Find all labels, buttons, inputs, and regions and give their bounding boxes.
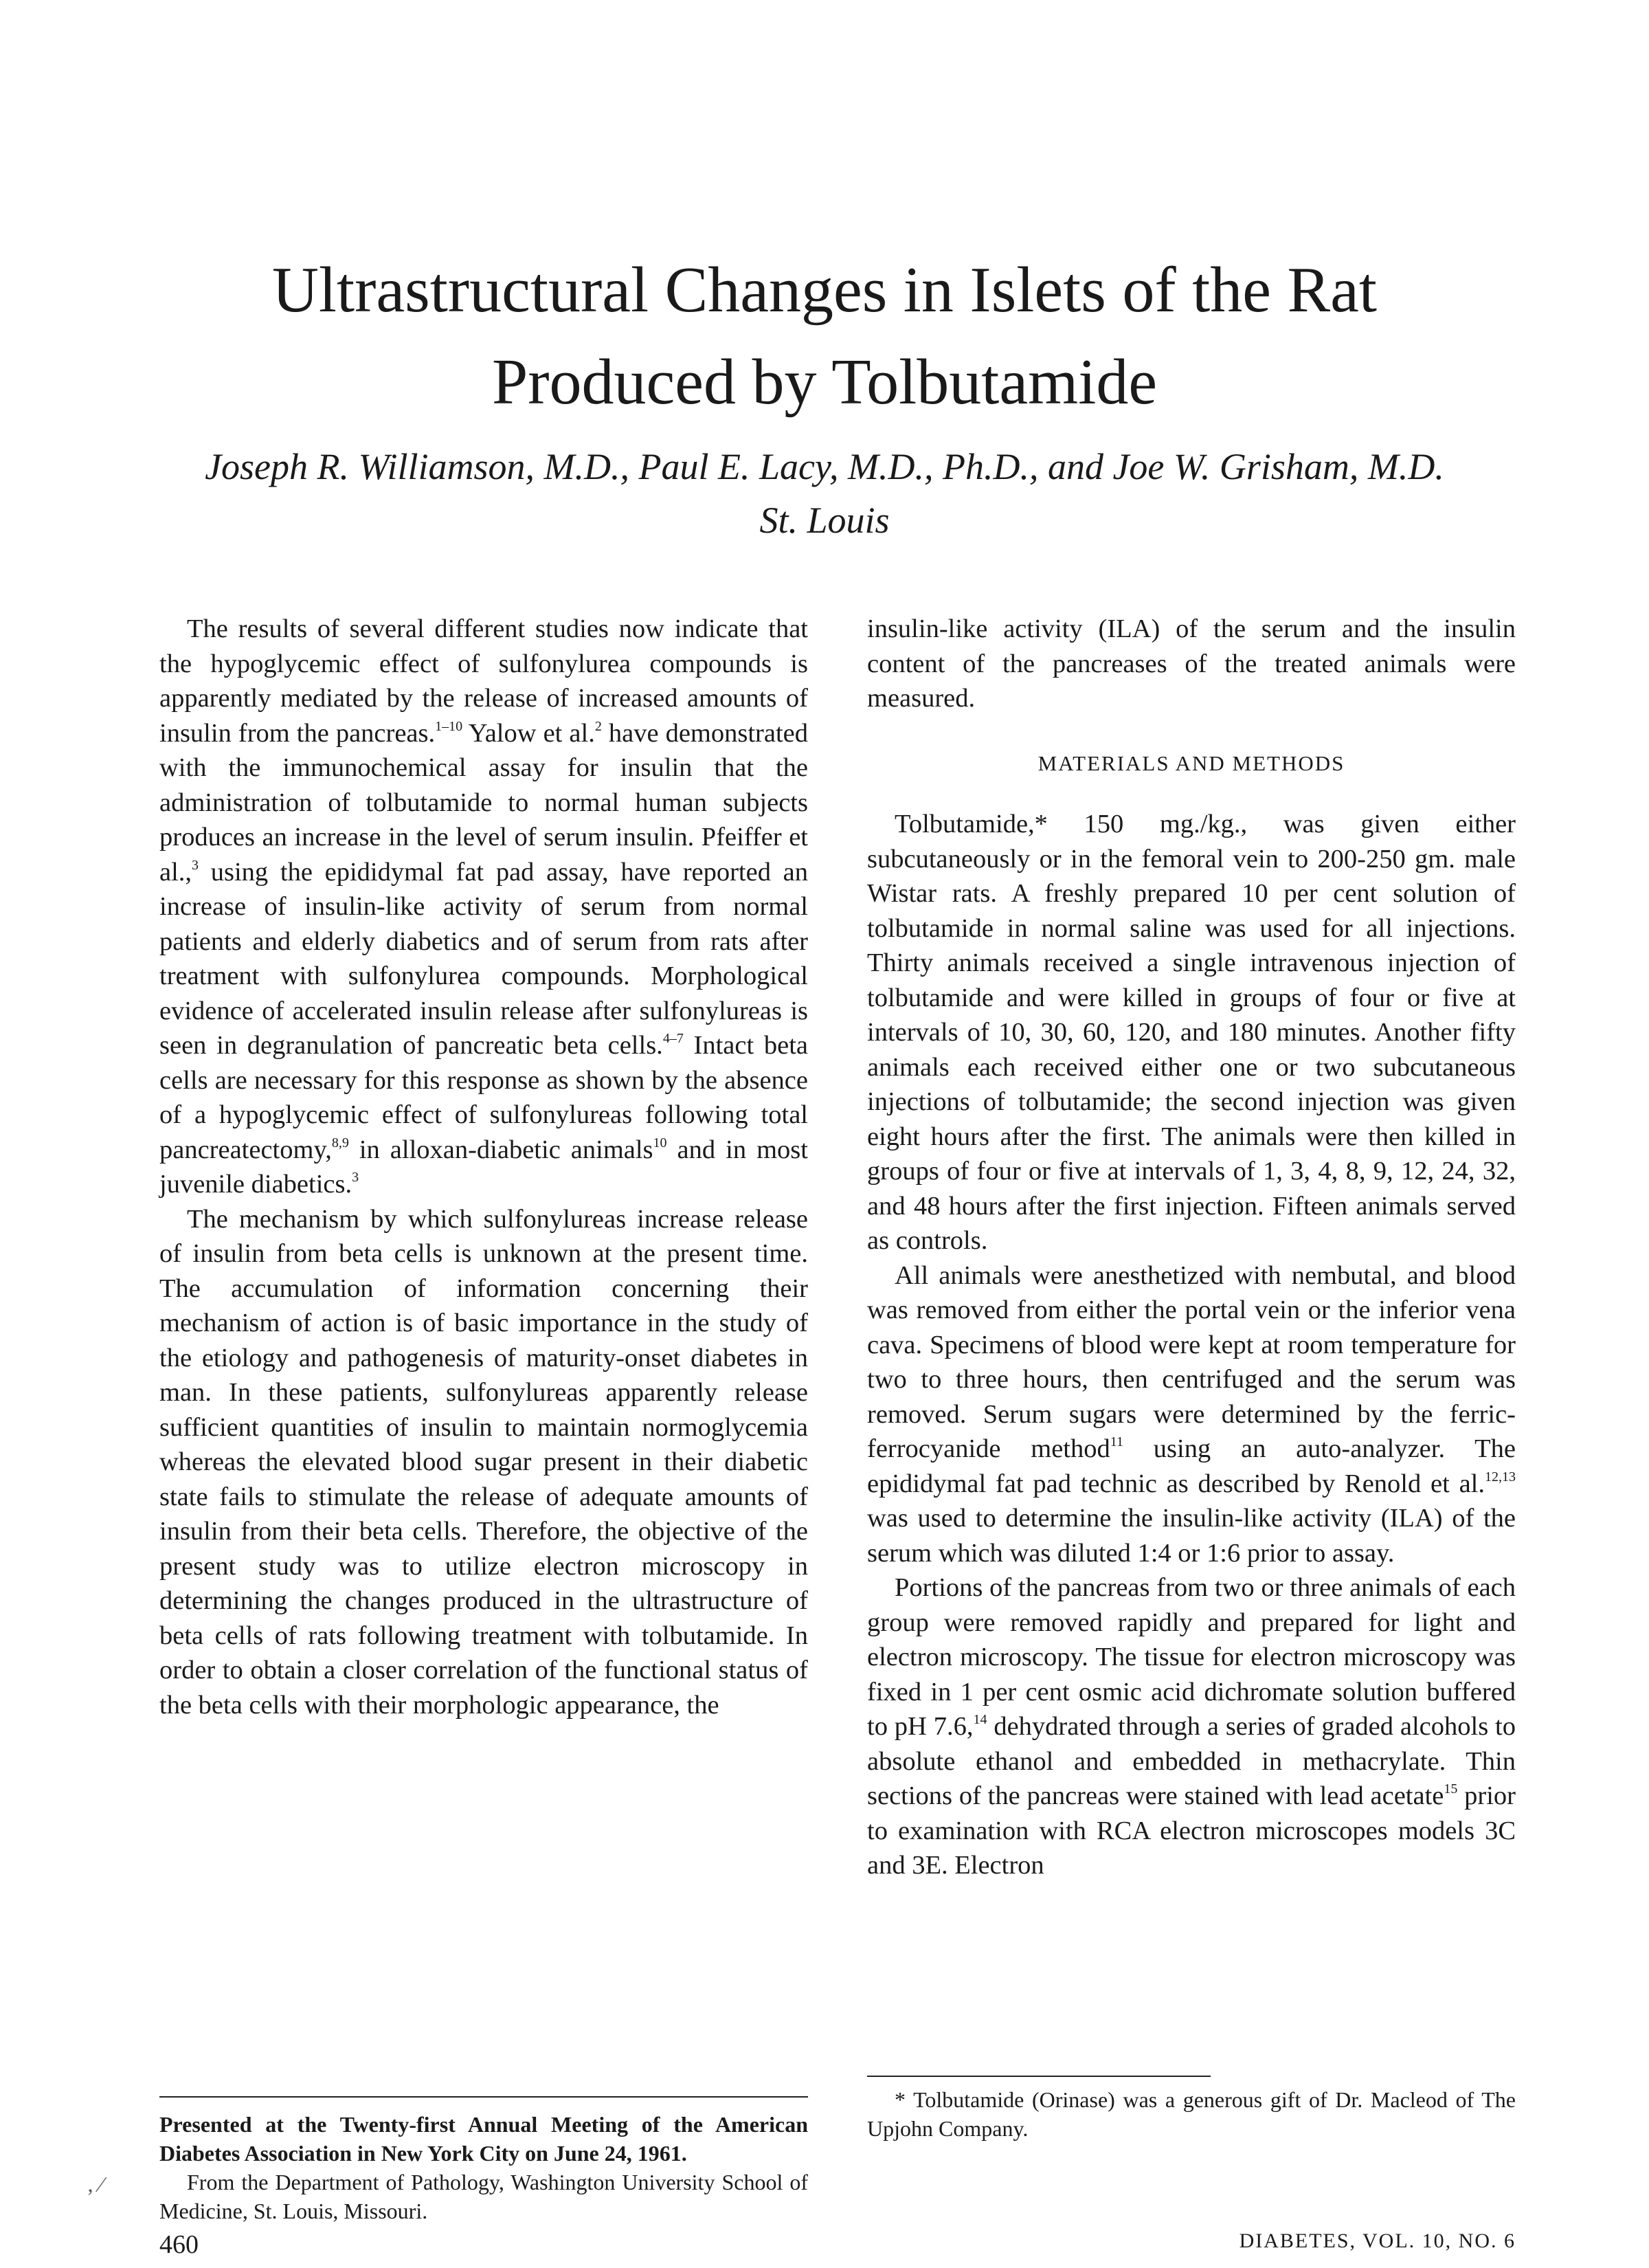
author-city: St. Louis [759,500,890,541]
citation: 3 [192,857,199,873]
section-heading-methods: MATERIALS AND METHODS [1037,751,1345,775]
intro-paragraph-2: The mechanism by which sulfonylureas increase release of insulin from beta cells is unknown at the present time. The accumulation of information concerning their mechanism of action is of basic importance in the study of the etiology and pathogenesis of maturity-onset diabetes in man. In these patients, sulfonylureas apparently release sufficient quantities of insulin to maintain normoglycemia whereas the elevated blood sugar present in their diabetic state fails to stimulate the release of adequate amounts of insulin from their beta cells. Therefore, the objective of the present study was to utilize electron microscopy in determining the changes produced in the ultrastructure of beta cells of rats following treatment with tolbutamide. In order to obtain a closer correlation of the functional status of the beta cells with their morphologic appearance, the [159,1204,808,1720]
citation: 12,13 [1485,1469,1516,1485]
citation: 10 [653,1135,667,1150]
citation: 3 [352,1170,359,1185]
methods-paragraph-1: Tolbutamide,* 150 mg./kg., was given either subcutaneously or in the femoral vein to 200-250 gm. male Wistar rats. A freshly prepared 10 per cent solution of tolbutamide in normal saline was used for all injections. Thirty animals received a single intravenous injection of tolbutamide and were killed in groups of four or five at intervals of 10, 30, 60, 120, and 180 minutes. Another fifty animals each received either one or two subcutaneous injections of tolbutamide; the second injection was given eight hours after the first. The animals were then killed in groups of four or five at intervals of 1, 3, 4, 8, 9, 12, 24, 32, and 48 hours after the first injection. Fifteen animals served as controls. [867,810,1516,1255]
right-column [867,612,1516,1883]
scan-mark: ‚ ⁄ [87,2172,103,2197]
footnote-divider-right [867,2076,1211,2077]
citation: 14 [973,1712,987,1727]
citation: 4–7 [662,1031,684,1046]
methods-paragraph-2: All animals were anesthetized with nembutal, and blood was removed from either the portal vein or the inferior vena cava. Specimens of blood were kept at room temperature for two to three hours, then centrifuged and the serum was removed. Serum sugars were determined by the ferric-ferrocyanide method$^{11}$ using an auto-analyzer. The epididymal fat pad technic as described by Renold et al.$^{12,13}$ was used to determine the insulin-like activity (ILA) of the serum which was diluted 1:4 or 1:6 prior to assay. [867,1260,1516,1568]
page-number: 460 [159,2230,199,2259]
citation: 15 [1444,1781,1458,1797]
intro-paragraph-1: The results of several different studies now indicate that the hypoglycemic effect of sulfonylurea compounds is apparently mediated by the release of increased amounts of insulin from the pancreas.$^{1-10}$ Yalow et al.$^2$ have demonstrated with the immunochemical assay for insulin that the administration of tolbutamide to normal human subjects produces an increase in the level of serum insulin. Pfeiffer et al.,$^3$ using the epididymal fat pad assay, have reported an increase of insulin-like activity of serum from normal patients and elderly diabetics and of serum from rats after treatment with sulfonylurea compounds. Morphological evidence of accelerated insulin release after sulfonylureas is seen in degranulation of pancreatic beta cells.$^{4-7}$ Intact beta cells are necessary for this response as shown by the absence of a hypoglycemic effect of sulfonylureas following total pancreatectomy,$^{8,9}$ in alloxan-diabetic animals$^{10}$ and in most juvenile diabetics.$^3$ [159,614,809,1199]
title-line-2: Produced by Tolbutamide [491,346,1158,418]
footnote-right [867,2085,1516,2143]
footnote-presented: Presented at the Twenty-first Annual Meeting of the American Diabetes Association in New York City on June 24, 1961. [159,2112,808,2166]
citation: 11 [1110,1434,1124,1449]
citation: 1–10 [435,718,463,734]
article-title [137,244,1512,428]
author-names: Joseph R. Williamson, M.D., Paul E. Lacy, M.D., Ph.D., and Joe W. Grisham, M.D. [205,446,1444,487]
journal-citation: DIABETES, VOL. 10, NO. 6 [1239,2230,1516,2252]
footnote-divider-left [159,2096,808,2098]
footnote-tolbutamide: * Tolbutamide (Orinase) was a generous gift of Dr. Macleod of The Upjohn Company. [867,2087,1516,2141]
methods-paragraph-3: Portions of the pancreas from two or three animals of each group were removed rapidly and prepared for light and electron microscopy. The tissue for electron microscopy was fixed in 1 per cent osmic acid dichromate solution buffered to pH 7.6,14 dehydrated through a series of graded alcohols to absolute ethanol and embedded in methacrylate. Thin sections of the pancreas were stained with lead acetate$^{15}$ prior to examination with RCA electron microscopes models 3C and 3E. Electron [867,1573,1516,1880]
footnote-left [159,2110,808,2225]
intro-paragraph-continued: insulin-like activity (ILA) of the serum and the insulin content of the pancreases of the treated animals were measured. [867,614,1516,713]
footnote-affiliation: From the Department of Pathology, Washington University School of Medicine, St. Louis, Missouri. [159,2170,808,2223]
citation: 2 [594,718,602,734]
title-line-1: Ultrastructural Changes in Islets of the Rat [271,254,1378,326]
left-column [159,612,808,1722]
citation: 8,9 [331,1135,349,1150]
author-block [137,440,1512,547]
